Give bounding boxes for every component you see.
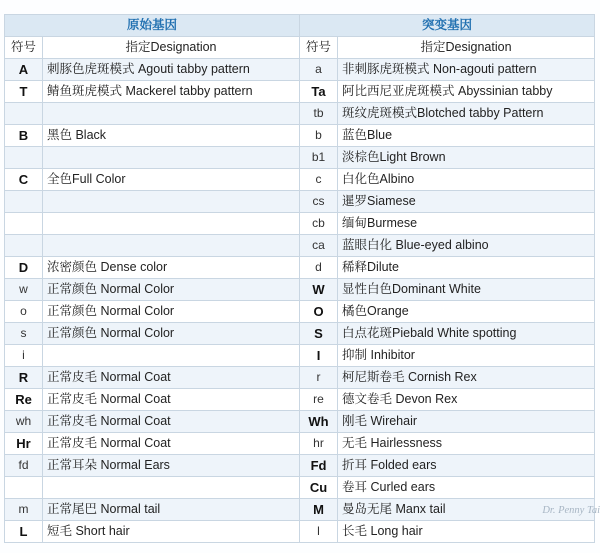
mutant-gene-designation: 曼岛无尾 Manx tail xyxy=(338,499,595,521)
table-row xyxy=(5,499,595,521)
original-gene-symbol: s xyxy=(5,323,43,345)
mutant-gene-designation: 折耳 Folded ears xyxy=(338,455,595,477)
mutant-gene-symbol: tb xyxy=(300,103,338,125)
original-gene-symbol: L xyxy=(5,521,43,543)
mutant-gene-symbol: b xyxy=(300,125,338,147)
original-gene-designation: 黑色 Black xyxy=(43,125,300,147)
original-gene-symbol xyxy=(5,103,43,125)
mutant-gene-designation: 德文卷毛 Devon Rex xyxy=(338,389,595,411)
table-row xyxy=(5,213,595,235)
original-gene-designation xyxy=(43,103,300,125)
original-gene-symbol: Hr xyxy=(5,433,43,455)
mutant-gene-symbol: Fd xyxy=(300,455,338,477)
table-row xyxy=(5,411,595,433)
original-gene-symbol xyxy=(5,235,43,257)
original-gene-symbol xyxy=(5,477,43,499)
mutant-gene-designation: 蓝眼白化 Blue-eyed albino xyxy=(338,235,595,257)
original-gene-designation xyxy=(43,191,300,213)
table-row xyxy=(5,81,595,103)
mutant-gene-symbol: a xyxy=(300,59,338,81)
mutant-gene-symbol: re xyxy=(300,389,338,411)
mutant-gene-designation: 蓝色Blue xyxy=(338,125,595,147)
table-row xyxy=(5,323,595,345)
original-gene-symbol: o xyxy=(5,301,43,323)
table-row xyxy=(5,191,595,213)
original-gene-designation: 短毛 Short hair xyxy=(43,521,300,543)
table-row xyxy=(5,169,595,191)
original-gene-symbol xyxy=(5,213,43,235)
original-gene-symbol: Re xyxy=(5,389,43,411)
original-gene-designation xyxy=(43,213,300,235)
table-row xyxy=(5,389,595,411)
original-gene-symbol: i xyxy=(5,345,43,367)
mutant-gene-symbol: d xyxy=(300,257,338,279)
original-gene-designation: 正常皮毛 Normal Coat xyxy=(43,389,300,411)
original-gene-designation: 正常皮毛 Normal Coat xyxy=(43,367,300,389)
original-gene-designation: 正常颜色 Normal Color xyxy=(43,279,300,301)
mutant-gene-symbol: b1 xyxy=(300,147,338,169)
original-gene-designation xyxy=(43,235,300,257)
table-row xyxy=(5,103,595,125)
original-gene-designation: 正常皮毛 Normal Coat xyxy=(43,433,300,455)
mutant-gene-symbol: S xyxy=(300,323,338,345)
mutant-gene-designation: 柯尼斯卷毛 Cornish Rex xyxy=(338,367,595,389)
mutant-gene-designation: 刚毛 Wirehair xyxy=(338,411,595,433)
original-gene-designation: 全色Full Color xyxy=(43,169,300,191)
mutant-gene-designation: 长毛 Long hair xyxy=(338,521,595,543)
symbol-column-header: 符号 xyxy=(300,37,338,59)
mutant-gene-symbol: Cu xyxy=(300,477,338,499)
table-row xyxy=(5,455,595,477)
original-gene-symbol: B xyxy=(5,125,43,147)
mutant-gene-symbol: I xyxy=(300,345,338,367)
table-row xyxy=(5,367,595,389)
original-gene-designation: 鲭鱼斑虎模式 Mackerel tabby pattern xyxy=(43,81,300,103)
table-row xyxy=(5,279,595,301)
original-gene-symbol: T xyxy=(5,81,43,103)
mutant-gene-symbol: M xyxy=(300,499,338,521)
original-genes-header: 原始基因 xyxy=(5,15,300,37)
mutant-gene-symbol: cb xyxy=(300,213,338,235)
original-gene-designation xyxy=(43,345,300,367)
mutant-gene-designation: 非刺豚虎斑模式 Non-agouti pattern xyxy=(338,59,595,81)
table-row xyxy=(5,433,595,455)
table-row xyxy=(5,477,595,499)
mutant-gene-designation: 暹罗Siamese xyxy=(338,191,595,213)
original-gene-designation: 刺豚色虎斑模式 Agouti tabby pattern xyxy=(43,59,300,81)
table-row xyxy=(5,125,595,147)
table-row xyxy=(5,521,595,543)
table-row xyxy=(5,257,595,279)
table-row xyxy=(5,59,595,81)
mutant-genes-header: 突变基因 xyxy=(300,15,595,37)
symbol-column-header: 符号 xyxy=(5,37,43,59)
mutant-gene-designation: 稀释Dilute xyxy=(338,257,595,279)
original-gene-symbol: D xyxy=(5,257,43,279)
mutant-gene-designation: 抑制 Inhibitor xyxy=(338,345,595,367)
original-gene-designation: 正常皮毛 Normal Coat xyxy=(43,411,300,433)
mutant-gene-symbol: cs xyxy=(300,191,338,213)
gene-table-body xyxy=(5,59,595,543)
original-gene-designation: 正常尾巴 Normal tail xyxy=(43,499,300,521)
mutant-gene-designation: 显性白色Dominant White xyxy=(338,279,595,301)
mutant-gene-designation: 白化色Albino xyxy=(338,169,595,191)
original-gene-designation: 正常耳朵 Normal Ears xyxy=(43,455,300,477)
mutant-gene-symbol: ca xyxy=(300,235,338,257)
mutant-gene-symbol: c xyxy=(300,169,338,191)
mutant-gene-designation: 淡棕色Light Brown xyxy=(338,147,595,169)
mutant-gene-designation: 缅甸Burmese xyxy=(338,213,595,235)
designation-column-header: 指定Designation xyxy=(338,37,595,59)
mutant-gene-designation: 白点花斑Piebald White spotting xyxy=(338,323,595,345)
mutant-gene-symbol: l xyxy=(300,521,338,543)
mutant-gene-designation: 斑纹虎斑模式Blotched tabby Pattern xyxy=(338,103,595,125)
mutant-gene-symbol: W xyxy=(300,279,338,301)
mutant-gene-designation: 橘色Orange xyxy=(338,301,595,323)
table-row xyxy=(5,235,595,257)
author-signature: Dr. Penny Tai xyxy=(542,505,600,516)
mutant-gene-symbol: hr xyxy=(300,433,338,455)
original-gene-designation: 正常颜色 Normal Color xyxy=(43,301,300,323)
original-gene-symbol: A xyxy=(5,59,43,81)
mutant-gene-designation: 无毛 Hairlessness xyxy=(338,433,595,455)
mutant-gene-designation: 阿比西尼亚虎斑模式 Abyssinian tabby xyxy=(338,81,595,103)
table-row xyxy=(5,147,595,169)
cat-gene-table xyxy=(4,14,595,543)
original-gene-symbol: m xyxy=(5,499,43,521)
mutant-gene-designation: 卷耳 Curled ears xyxy=(338,477,595,499)
designation-column-header: 指定Designation xyxy=(43,37,300,59)
original-gene-symbol: fd xyxy=(5,455,43,477)
original-gene-designation xyxy=(43,477,300,499)
original-gene-symbol: w xyxy=(5,279,43,301)
original-gene-symbol: C xyxy=(5,169,43,191)
original-gene-symbol xyxy=(5,147,43,169)
table-row xyxy=(5,345,595,367)
mutant-gene-symbol: Ta xyxy=(300,81,338,103)
original-gene-designation: 正常颜色 Normal Color xyxy=(43,323,300,345)
mutant-gene-symbol: Wh xyxy=(300,411,338,433)
table-row xyxy=(5,301,595,323)
original-gene-designation xyxy=(43,147,300,169)
original-gene-symbol xyxy=(5,191,43,213)
mutant-gene-symbol: r xyxy=(300,367,338,389)
original-gene-symbol: R xyxy=(5,367,43,389)
original-gene-symbol: wh xyxy=(5,411,43,433)
mutant-gene-symbol: O xyxy=(300,301,338,323)
original-gene-designation: 浓密颜色 Dense color xyxy=(43,257,300,279)
